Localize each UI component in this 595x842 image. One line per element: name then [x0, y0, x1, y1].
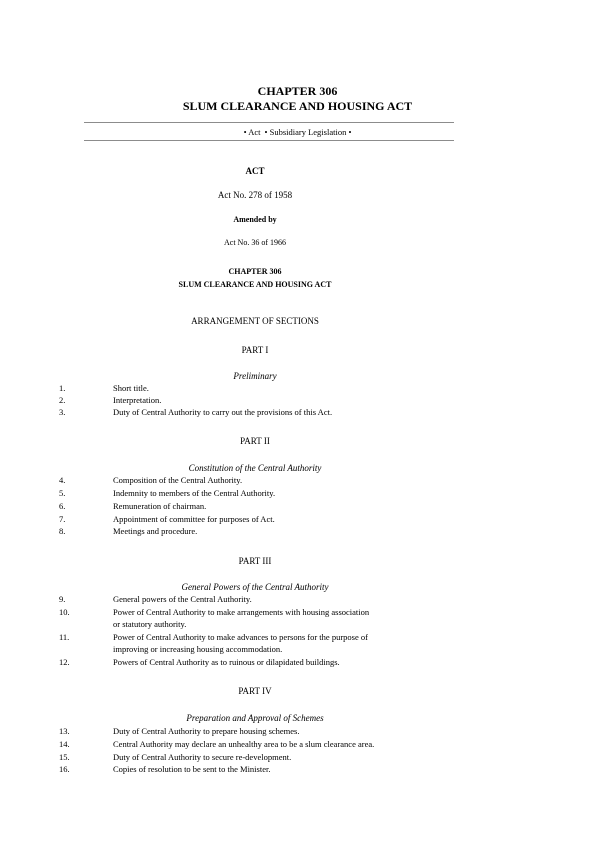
section-number: 5. — [59, 488, 66, 498]
part-subtitle: Constitution of the Central Authority — [188, 463, 322, 473]
amended-by-label: Amended by — [233, 215, 277, 224]
section-title[interactable]: Duty of Central Authority to carry out the provisions of this Act. — [113, 407, 333, 417]
section-number: 7. — [59, 514, 66, 524]
act-title-heading: SLUM CLEARANCE AND HOUSING ACT — [182, 99, 413, 113]
section-title-continuation[interactable]: or statutory authority. — [113, 619, 187, 629]
section-number: 6. — [59, 501, 66, 511]
part-label: PART II — [240, 436, 270, 446]
section-number: 9. — [59, 594, 66, 604]
section-title[interactable]: Copies of resolution to be sent to the Minister. — [113, 764, 271, 774]
act-title-subheading: SLUM CLEARANCE AND HOUSING ACT — [178, 280, 332, 289]
section-title[interactable]: General powers of the Central Authority. — [113, 594, 252, 604]
section-number: 10. — [59, 607, 70, 617]
part-label: PART IV — [238, 686, 272, 696]
section-title[interactable]: Duty of Central Authority to prepare housing schemes. — [113, 726, 300, 736]
legislation-nav — [0, 127, 595, 138]
bullet: • — [348, 127, 352, 137]
act-number: Act No. 278 of 1958 — [217, 190, 293, 200]
section-title[interactable]: Meetings and procedure. — [113, 526, 198, 536]
section-number: 14. — [59, 739, 70, 749]
section-title[interactable]: Powers of Central Authority as to ruinous or dilapidated buildings. — [113, 657, 340, 667]
section-title[interactable]: Indemnity to members of the Central Authority. — [113, 488, 276, 498]
part-subtitle: Preparation and Approval of Schemes — [186, 713, 324, 723]
chapter-subheading: CHAPTER 306 — [228, 267, 282, 276]
part-subtitle: Preliminary — [233, 371, 277, 381]
section-title[interactable]: Appointment of committee for purposes of Act. — [113, 514, 275, 524]
arrangement-heading: ARRANGEMENT OF SECTIONS — [191, 316, 319, 326]
section-title[interactable]: Interpretation. — [113, 395, 162, 405]
section-title[interactable]: Duty of Central Authority to secure re-development. — [113, 752, 292, 762]
section-number: 11. — [59, 632, 70, 642]
section-number: 8. — [59, 526, 66, 536]
section-number: 2. — [59, 395, 66, 405]
section-title[interactable]: Power of Central Authority to make arrangements with housing association — [113, 607, 370, 617]
amending-act: Act No. 36 of 1966 — [224, 238, 286, 247]
act-heading: ACT — [245, 166, 265, 176]
section-title[interactable]: Short title. — [113, 383, 149, 393]
section-title[interactable]: Power of Central Authority to make advances to persons for the purpose of — [113, 632, 368, 642]
section-number: 3. — [59, 407, 66, 417]
bullet: • — [264, 127, 268, 137]
bullet: • — [243, 127, 247, 137]
act-link[interactable]: Act — [248, 127, 261, 137]
section-number: 13. — [59, 726, 70, 736]
top-divider — [84, 122, 454, 123]
section-title[interactable]: Remuneration of chairman. — [113, 501, 207, 511]
section-title-continuation[interactable]: improving or increasing housing accommodation. — [113, 644, 283, 654]
section-title[interactable]: Central Authority may declare an unhealthy area to be a slum clearance area. — [113, 739, 375, 749]
section-number: 15. — [59, 752, 70, 762]
section-number: 4. — [59, 475, 66, 485]
chapter-heading: CHAPTER 306 — [257, 84, 338, 98]
part-label: PART I — [241, 345, 269, 355]
bottom-divider — [84, 140, 454, 141]
section-number: 12. — [59, 657, 70, 667]
part-subtitle: General Powers of the Central Authority — [181, 582, 329, 592]
part-label: PART III — [238, 556, 272, 566]
section-title[interactable]: Composition of the Central Authority. — [113, 475, 243, 485]
section-number: 16. — [59, 764, 70, 774]
subsidiary-legislation-link[interactable]: Subsidiary Legislation — [269, 127, 347, 137]
section-number: 1. — [59, 383, 66, 393]
